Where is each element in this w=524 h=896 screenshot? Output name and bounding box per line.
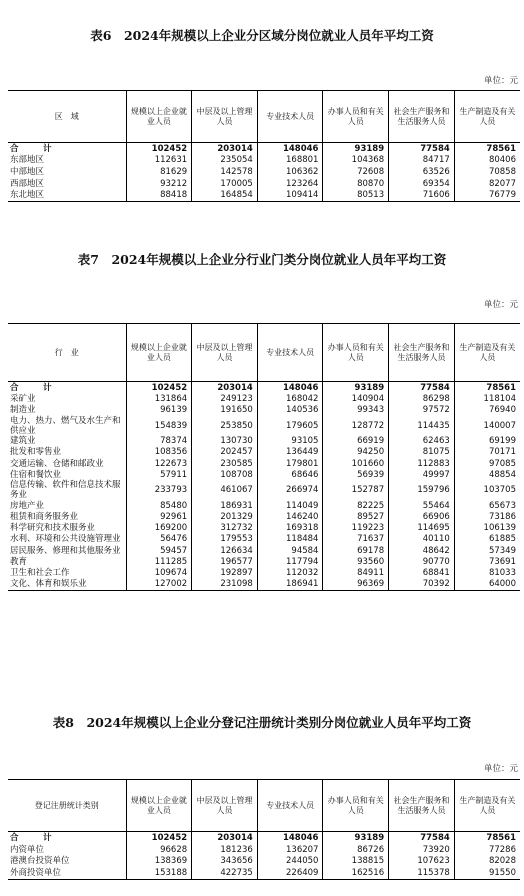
table-cell: 203014 xyxy=(192,832,258,844)
table8 xyxy=(8,779,520,880)
table-row xyxy=(8,155,520,167)
table-row xyxy=(8,458,520,469)
col-header: 办事人员和有关人员 xyxy=(323,324,389,382)
table-cell: 96628 xyxy=(126,844,192,856)
table-cell: 169200 xyxy=(126,523,192,534)
col-header: 生产制造及有关人员 xyxy=(454,91,520,143)
table-cell: 93212 xyxy=(126,178,192,190)
table-row xyxy=(8,512,520,523)
col-header: 生产制造及有关人员 xyxy=(454,324,520,382)
table-cell: 109674 xyxy=(126,567,192,578)
table-cell: 107623 xyxy=(389,856,455,868)
table-cell: 76779 xyxy=(454,189,520,201)
table-cell: 81033 xyxy=(454,567,520,578)
total-row xyxy=(8,143,520,155)
table-cell: 84717 xyxy=(389,155,455,167)
table-cell: 94250 xyxy=(323,447,389,458)
table-cell: 202457 xyxy=(192,447,258,458)
table-cell: 84911 xyxy=(323,567,389,578)
table-cell: 140904 xyxy=(323,393,389,404)
table-cell: 152787 xyxy=(323,480,389,500)
table-cell: 168801 xyxy=(257,155,323,167)
table-cell: 55464 xyxy=(389,500,455,511)
row-label: 信息传输、软件和信息技术服务业 xyxy=(10,480,121,501)
row-label: 交通运输、仓储和邮政业 xyxy=(10,458,104,469)
table-row xyxy=(8,404,520,415)
table-cell: 108708 xyxy=(192,469,258,480)
table-cell: 56939 xyxy=(323,469,389,480)
table-cell: 88418 xyxy=(126,189,192,201)
table-cell: 130730 xyxy=(192,436,258,447)
table-cell: 106362 xyxy=(257,166,323,178)
table-cell: 140536 xyxy=(257,404,323,415)
table-cell: 66906 xyxy=(389,512,455,523)
row-label: 合 计 xyxy=(10,382,60,393)
table-cell: 102452 xyxy=(126,382,192,394)
table-row xyxy=(8,556,520,567)
table-row xyxy=(8,393,520,404)
row-label: 外商投资单位 xyxy=(10,868,62,879)
table-cell: 59457 xyxy=(126,545,192,556)
table-cell: 117794 xyxy=(257,556,323,567)
row-label: 教育 xyxy=(10,556,28,567)
row-label: 文化、体育和娱乐业 xyxy=(10,579,87,590)
table-cell: 56476 xyxy=(126,534,192,545)
table-cell: 81629 xyxy=(126,166,192,178)
table-cell: 93560 xyxy=(323,556,389,567)
table-cell: 68841 xyxy=(389,567,455,578)
row-label: 批发和零售业 xyxy=(10,447,62,458)
table-cell: 131864 xyxy=(126,393,192,404)
table-cell: 148046 xyxy=(257,832,323,844)
table-cell: 77584 xyxy=(389,832,455,844)
table-cell: 244050 xyxy=(257,856,323,868)
table-cell: 78561 xyxy=(454,143,520,155)
row-label: 合 计 xyxy=(10,143,60,154)
table-row xyxy=(8,469,520,480)
table-cell: 115378 xyxy=(389,867,455,879)
table-cell: 94584 xyxy=(257,545,323,556)
table-cell: 186941 xyxy=(257,579,323,591)
table-cell: 343656 xyxy=(192,856,258,868)
table-cell: 226409 xyxy=(257,867,323,879)
table-cell: 162516 xyxy=(323,867,389,879)
table-cell: 93189 xyxy=(323,143,389,155)
table-cell: 123264 xyxy=(257,178,323,190)
row-label: 建筑业 xyxy=(10,436,36,447)
table-cell: 72608 xyxy=(323,166,389,178)
table-cell: 154839 xyxy=(126,416,192,436)
table-cell: 119223 xyxy=(323,523,389,534)
table-row xyxy=(8,166,520,178)
table-cell: 57911 xyxy=(126,469,192,480)
table-cell: 80870 xyxy=(323,178,389,190)
row-label: 合 计 xyxy=(10,832,60,843)
table-row xyxy=(8,844,520,856)
table-row xyxy=(8,416,520,436)
table7-title: 表7 2024年规模以上企业分行业门类分岗位就业人员年平均工资 xyxy=(77,252,447,267)
table-cell: 71637 xyxy=(323,534,389,545)
table-cell: 111285 xyxy=(126,556,192,567)
table-cell: 114049 xyxy=(257,500,323,511)
table-cell: 191650 xyxy=(192,404,258,415)
row-header: 登记注册统计类别 xyxy=(34,800,99,810)
table-cell: 99343 xyxy=(323,404,389,415)
col-header: 办事人员和有关人员 xyxy=(323,780,389,832)
table-cell: 118104 xyxy=(454,393,520,404)
table-cell: 109414 xyxy=(257,189,323,201)
table-cell: 114435 xyxy=(389,416,455,436)
table8-unit: 单位：元 xyxy=(483,764,518,774)
row-label: 港澳台投资单位 xyxy=(10,856,70,867)
table-cell: 128772 xyxy=(323,416,389,436)
table-cell: 82225 xyxy=(323,500,389,511)
col-header: 中层及以上管理人员 xyxy=(192,324,258,382)
table-cell: 65673 xyxy=(454,500,520,511)
table-cell: 93189 xyxy=(323,382,389,394)
row-header: 行 业 xyxy=(54,347,79,357)
table-cell: 126634 xyxy=(192,545,258,556)
table-row xyxy=(8,867,520,879)
table-cell: 230585 xyxy=(192,458,258,469)
table-cell: 89527 xyxy=(323,512,389,523)
table-cell: 108356 xyxy=(126,447,192,458)
table-cell: 86726 xyxy=(323,844,389,856)
table-cell: 140007 xyxy=(454,416,520,436)
table-cell: 312732 xyxy=(192,523,258,534)
table-cell: 78374 xyxy=(126,436,192,447)
table-cell: 235054 xyxy=(192,155,258,167)
table-cell: 253850 xyxy=(192,416,258,436)
table-cell: 77584 xyxy=(389,143,455,155)
table-cell: 82028 xyxy=(454,856,520,868)
table-cell: 104368 xyxy=(323,155,389,167)
table-cell: 101660 xyxy=(323,458,389,469)
row-label: 水利、环境和公共设施管理业 xyxy=(10,534,121,545)
table-cell: 80406 xyxy=(454,155,520,167)
table-cell: 63526 xyxy=(389,166,455,178)
col-header: 中层及以上管理人员 xyxy=(192,91,258,143)
total-row xyxy=(8,382,520,394)
table-cell: 112032 xyxy=(257,567,323,578)
col-header: 办事人员和有关人员 xyxy=(323,91,389,143)
table-cell: 422735 xyxy=(192,867,258,879)
table-cell: 69178 xyxy=(323,545,389,556)
table-cell: 96139 xyxy=(126,404,192,415)
table-cell: 73691 xyxy=(454,556,520,567)
table-cell: 231098 xyxy=(192,579,258,591)
table-cell: 49997 xyxy=(389,469,455,480)
table-cell: 86298 xyxy=(389,393,455,404)
table-cell: 77286 xyxy=(454,844,520,856)
table-cell: 81075 xyxy=(389,447,455,458)
row-label: 房地产业 xyxy=(10,500,45,511)
table-cell: 169318 xyxy=(257,523,323,534)
table-cell: 48854 xyxy=(454,469,520,480)
table-cell: 77584 xyxy=(389,382,455,394)
table-row xyxy=(8,523,520,534)
table-cell: 78561 xyxy=(454,832,520,844)
table-cell: 82077 xyxy=(454,178,520,190)
table-row xyxy=(8,436,520,447)
table-cell: 112883 xyxy=(389,458,455,469)
table6 xyxy=(8,90,520,202)
col-header: 中层及以上管理人员 xyxy=(192,780,258,832)
table-cell: 70858 xyxy=(454,166,520,178)
table-cell: 192897 xyxy=(192,567,258,578)
table-cell: 73186 xyxy=(454,512,520,523)
table-row xyxy=(8,545,520,556)
table-cell: 179801 xyxy=(257,458,323,469)
row-label: 租赁和商务服务业 xyxy=(10,512,79,523)
table-cell: 92961 xyxy=(126,512,192,523)
table-cell: 114695 xyxy=(389,523,455,534)
table-cell: 148046 xyxy=(257,143,323,155)
table7 xyxy=(8,323,520,591)
row-label: 制造业 xyxy=(10,404,36,415)
table-row xyxy=(8,567,520,578)
table-cell: 97572 xyxy=(389,404,455,415)
table-row xyxy=(8,534,520,545)
table6-body xyxy=(8,143,520,202)
row-label: 科学研究和技术服务业 xyxy=(10,523,96,534)
col-header: 专业技术人员 xyxy=(257,324,323,382)
table-cell: 68646 xyxy=(257,469,323,480)
table-cell: 118484 xyxy=(257,534,323,545)
table7-unit: 单位：元 xyxy=(483,300,518,310)
table-cell: 181236 xyxy=(192,844,258,856)
table-cell: 76940 xyxy=(454,404,520,415)
table-cell: 73920 xyxy=(389,844,455,856)
table-cell: 201329 xyxy=(192,512,258,523)
table-cell: 102452 xyxy=(126,832,192,844)
table-cell: 233793 xyxy=(126,480,192,500)
row-label: 电力、热力、燃气及水生产和供应业 xyxy=(10,415,121,436)
col-header: 社会生产服务和生活服务人员 xyxy=(389,91,455,143)
table-cell: 203014 xyxy=(192,143,258,155)
table-cell: 179605 xyxy=(257,416,323,436)
table-row xyxy=(8,480,520,500)
col-header: 专业技术人员 xyxy=(257,91,323,143)
table-row xyxy=(8,579,520,591)
table-cell: 136449 xyxy=(257,447,323,458)
table-cell: 96369 xyxy=(323,579,389,591)
table-row xyxy=(8,500,520,511)
table-cell: 97085 xyxy=(454,458,520,469)
table8-body xyxy=(8,832,520,880)
table-row xyxy=(8,178,520,190)
table-cell: 106139 xyxy=(454,523,520,534)
table-cell: 142578 xyxy=(192,166,258,178)
table-cell: 57349 xyxy=(454,545,520,556)
table-cell: 138369 xyxy=(126,856,192,868)
table-cell: 138815 xyxy=(323,856,389,868)
col-header: 专业技术人员 xyxy=(257,780,323,832)
row-label: 中部地区 xyxy=(10,166,45,177)
row-label: 西部地区 xyxy=(10,178,45,189)
table-cell: 91550 xyxy=(454,867,520,879)
table7-body xyxy=(8,382,520,591)
row-label: 采矿业 xyxy=(10,393,36,404)
table-cell: 66919 xyxy=(323,436,389,447)
table-cell: 136207 xyxy=(257,844,323,856)
table-cell: 78561 xyxy=(454,382,520,394)
table-cell: 186931 xyxy=(192,500,258,511)
table-cell: 93189 xyxy=(323,832,389,844)
row-label: 内资单位 xyxy=(10,844,45,855)
table-cell: 40110 xyxy=(389,534,455,545)
table-cell: 127002 xyxy=(126,579,192,591)
table-cell: 90770 xyxy=(389,556,455,567)
table-cell: 48642 xyxy=(389,545,455,556)
table-cell: 62463 xyxy=(389,436,455,447)
table-cell: 249123 xyxy=(192,393,258,404)
row-header: 区 域 xyxy=(54,111,79,121)
table8-title: 表8 2024年规模以上企业分登记注册统计类别分岗位就业人员年平均工资 xyxy=(52,715,472,730)
col-header: 规模以上企业就业人员 xyxy=(126,91,192,143)
table-row xyxy=(8,447,520,458)
table-cell: 159796 xyxy=(389,480,455,500)
table6-unit: 单位：元 xyxy=(483,76,518,86)
row-label: 东北地区 xyxy=(10,190,45,201)
row-label: 居民服务、修理和其他服务业 xyxy=(10,545,121,556)
table-cell: 69199 xyxy=(454,436,520,447)
table-cell: 153188 xyxy=(126,867,192,879)
table-cell: 61885 xyxy=(454,534,520,545)
table-row xyxy=(8,856,520,868)
table-row xyxy=(8,189,520,201)
table-cell: 112631 xyxy=(126,155,192,167)
row-label: 住宿和餐饮业 xyxy=(10,469,62,480)
row-label: 卫生和社会工作 xyxy=(10,568,70,579)
table-cell: 266974 xyxy=(257,480,323,500)
table-cell: 168042 xyxy=(257,393,323,404)
table-cell: 70171 xyxy=(454,447,520,458)
table-cell: 85480 xyxy=(126,500,192,511)
table-cell: 179553 xyxy=(192,534,258,545)
table-cell: 80513 xyxy=(323,189,389,201)
table-cell: 164854 xyxy=(192,189,258,201)
col-header: 社会生产服务和生活服务人员 xyxy=(389,324,455,382)
col-header: 规模以上企业就业人员 xyxy=(126,780,192,832)
table-cell: 196577 xyxy=(192,556,258,567)
table-cell: 122673 xyxy=(126,458,192,469)
row-label: 东部地区 xyxy=(10,155,45,166)
col-header: 社会生产服务和生活服务人员 xyxy=(389,780,455,832)
table-cell: 102452 xyxy=(126,143,192,155)
table-cell: 148046 xyxy=(257,382,323,394)
col-header: 规模以上企业就业人员 xyxy=(126,324,192,382)
table-cell: 170005 xyxy=(192,178,258,190)
table6-title: 表6 2024年规模以上企业分区域分岗位就业人员年平均工资 xyxy=(90,28,434,43)
table-cell: 69354 xyxy=(389,178,455,190)
table-cell: 64000 xyxy=(454,579,520,591)
table-cell: 203014 xyxy=(192,382,258,394)
total-row xyxy=(8,832,520,844)
table-cell: 103705 xyxy=(454,480,520,500)
table-cell: 93105 xyxy=(257,436,323,447)
col-header: 生产制造及有关人员 xyxy=(454,780,520,832)
table-cell: 461067 xyxy=(192,480,258,500)
table-cell: 71606 xyxy=(389,189,455,201)
table-cell: 146240 xyxy=(257,512,323,523)
table-cell: 70392 xyxy=(389,579,455,591)
